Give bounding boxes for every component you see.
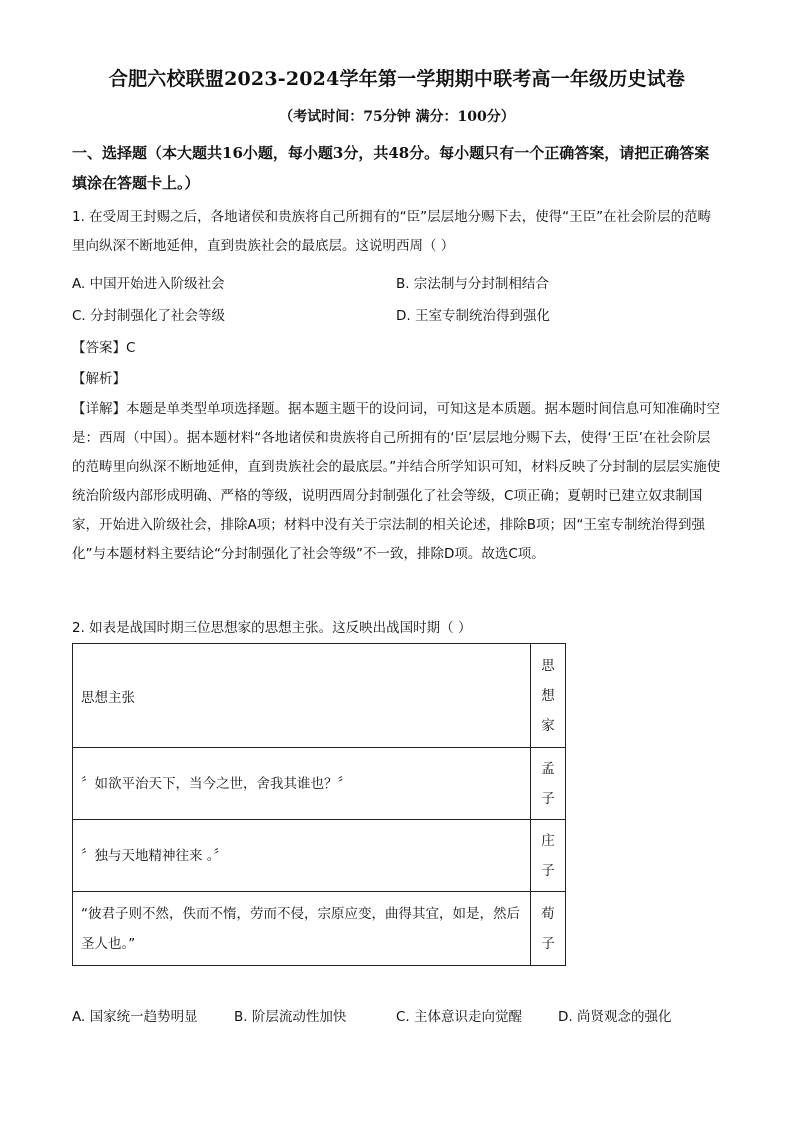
q1-option-b: B. 宗法制与分封制相结合 xyxy=(396,276,549,292)
quote-cell xyxy=(73,820,531,892)
q2-option-a: A. 国家统一趋势明显 xyxy=(72,1009,198,1025)
q1-option-a: A. 中国开始进入阶级社会 xyxy=(72,276,225,292)
exam-title: 合肥六校联盟2023-2024学年第一学期期中联考高一年级历史试卷 xyxy=(108,68,686,90)
table-row xyxy=(73,748,566,820)
q2-option-c: C. 主体意识走向觉醒 xyxy=(396,1009,523,1025)
thinker-cell xyxy=(531,892,566,966)
table-header-row xyxy=(73,644,566,748)
quote-text: “彼君子则不然，佚而不惰，劳而不侵，宗原应变，曲得其宜，如是，然后圣人也。” xyxy=(81,905,520,952)
header-cell-ideas xyxy=(73,644,531,748)
q2-option-d: D. 尚贤观念的强化 xyxy=(558,1009,672,1025)
header-thinker-text: 思 想 家 xyxy=(541,657,555,734)
q1-option-c: C. 分封制强化了社会等级 xyxy=(72,308,226,324)
q1-analysis-label: 【解析】 xyxy=(72,371,126,387)
quote-cell xyxy=(73,892,531,966)
thinker-name: 庄 子 xyxy=(541,832,555,879)
quote-text: 〞独与天地精神往来 。〞 xyxy=(81,847,228,864)
q1-detail: 【详解】本题是单类型单项选择题。据本题主题干的设问词，可知这是本质题。据本题时间信息可知准确时空是：西周（中国）。据本题材料“各地诸侯和贵族将自己所拥有的‘臣’层层地分赐下去，使得‘王臣’在社会阶层的范畴里向纵深不断地延伸，直到贵族社会的最底层。”并结合所学知识可知，材料反映了分封制的层层实施使统治阶级内部形成明确、严格的等级，说明西周分封制强化了社会等级，C项正确；夏朝时已建立奴隶制国家，开始进入阶级社会，排除A项；材料中没有关于宗法制的相关论述，排除B项；因“王室专制统治得到强化”与本题材料主要结论“分封制强化了社会等级”不一致，排除D项。故选C项。 xyxy=(72,401,721,562)
quote-text: 〞如欲平治天下，当今之世，舍我其谁也？〞 xyxy=(81,775,351,792)
thinker-cell xyxy=(531,748,566,820)
thinker-cell xyxy=(531,820,566,892)
question-2-stem: 2. 如表是战国时期三位思想家的思想主张。这反映出战国时期（ ） xyxy=(72,620,472,636)
thinker-name: 荀 子 xyxy=(541,905,555,952)
header-ideas-text: 思想主张 xyxy=(81,689,135,706)
header-cell-thinker xyxy=(531,644,566,748)
table-row xyxy=(73,892,566,966)
quote-cell xyxy=(73,748,531,820)
section-heading: 一、选择题（本大题共16小题，每小题3分，共48分。每小题只有一个正确答案，请把正确答案填涂在答题卡上。） xyxy=(72,144,710,192)
thinkers-table xyxy=(72,643,566,966)
q1-option-d: D. 王室专制统治得到强化 xyxy=(396,308,550,324)
q1-answer: 【答案】C xyxy=(72,340,136,356)
question-1-stem: 1. 在受周王封赐之后，各地诸侯和贵族将自己所拥有的“臣”层层地分赐下去，使得“王臣”在社会阶层的范畴里向纵深不断地延伸，直到贵族社会的最底层。这说明西周（ ） xyxy=(72,209,712,254)
exam-subtitle: （考试时间：75分钟 满分：100分） xyxy=(279,109,515,125)
q2-option-b: B. 阶层流动性加快 xyxy=(234,1009,347,1025)
table-row xyxy=(73,820,566,892)
thinker-name: 孟 子 xyxy=(541,760,555,807)
